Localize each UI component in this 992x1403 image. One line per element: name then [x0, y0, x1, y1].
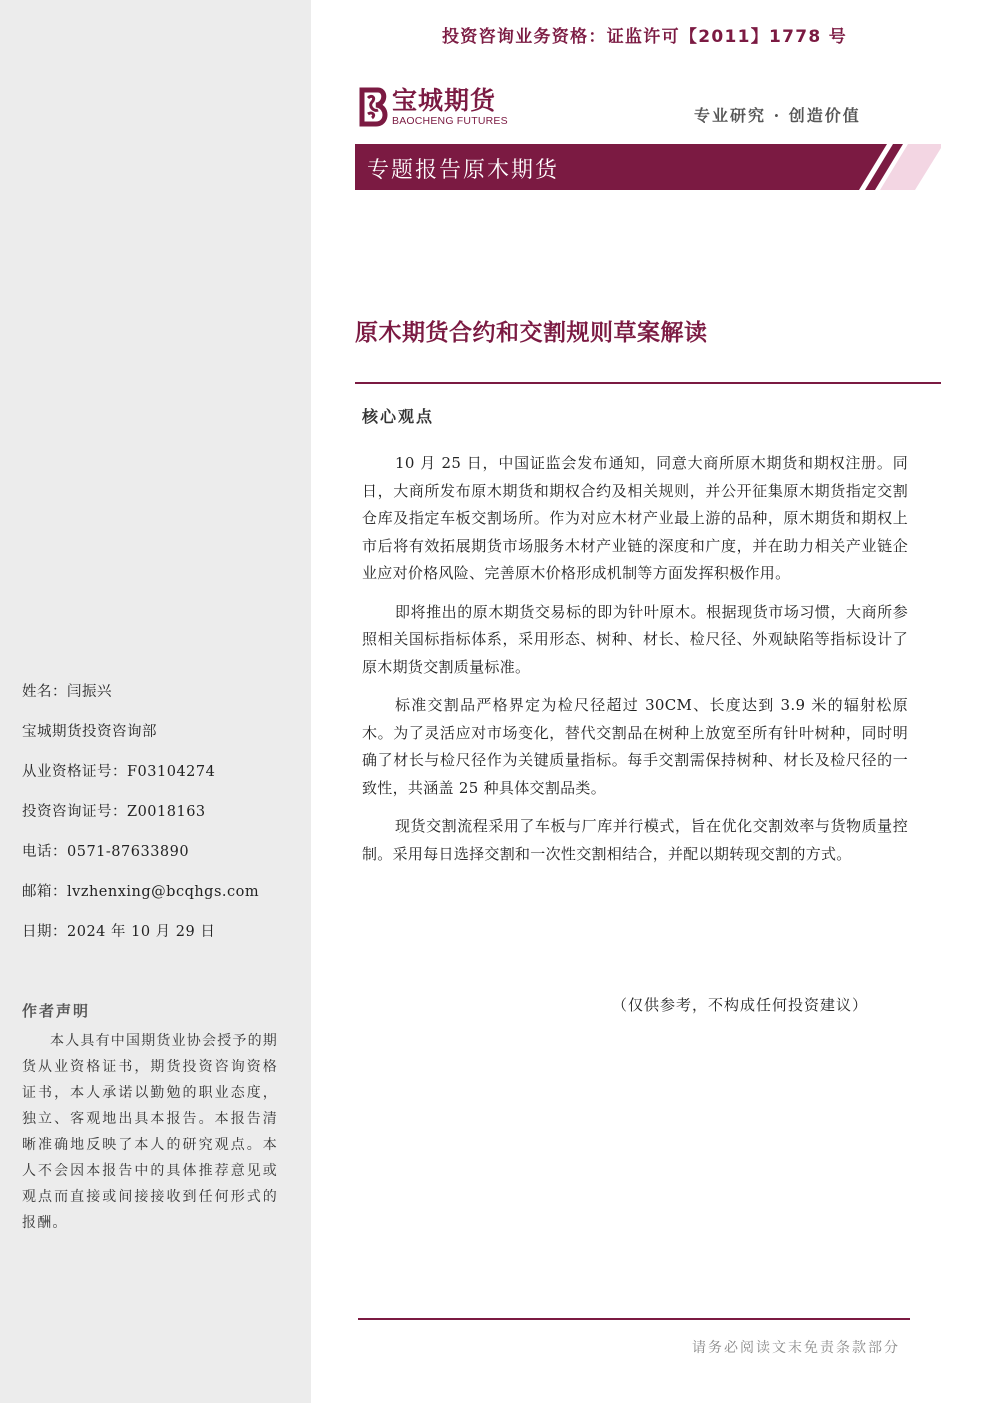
core-viewpoint-body: [362, 450, 908, 879]
report-type-banner: [355, 144, 941, 190]
advisory-certificate: 投资咨询证号：Z0018163: [22, 804, 206, 820]
paragraph: 标准交割品严格界定为检尺径超过 30CM、长度达到 3.9 米的辐射松原木。为了灵活应对市场变化，替代交割品在树种上放宽至所有针叶树种，同时明确了材长与检尺径作为关键质量指标。每手交割需保持树种、材长及检尺径的一致性，共涵盖 25 种具体交割品类。: [362, 696, 908, 797]
paragraph: 现货交割流程采用了车板与厂库并行模式，旨在优化交割效率与货物质量控制。采用每日选择交割和一次性交割相结合，并配以期转现交割的方式。: [362, 817, 908, 863]
footer-divider: [358, 1318, 910, 1320]
title-divider: [355, 382, 941, 384]
analyst-email[interactable]: 邮箱：lvzhenxing@bcqhgs.com: [22, 884, 260, 900]
analyst-phone: 电话：0571-87633890: [22, 844, 190, 860]
document-title: 原木期货合约和交割规则草案解读: [355, 320, 708, 346]
company-logo: [356, 84, 508, 130]
disclaimer: （仅供参考，不构成任何投资建议）: [612, 996, 869, 1014]
analyst-department: 宝城期货投资咨询部: [22, 724, 157, 740]
author-declaration-title: 作者声明: [22, 1002, 91, 1020]
analyst-name: 姓名：闫振兴: [22, 684, 112, 700]
paragraph: 10 月 25 日，中国证监会发布通知，同意大商所原木期货和期权注册。同日，大商所发布原木期货和期权合约及相关规则，并公开征集原木期货指定交割仓库及指定车板交割场所。作为对应木材产业最上游的品种，原木期货和期权上市后将有效拓展期货市场服务木材产业链的深度和广度，并在助力相关产业链企业应对价格风险、完善原木价格形成机制等方面发挥积极作用。: [362, 454, 908, 582]
qualification-notice: 投资咨询业务资格：证监许可【2011】1778 号: [442, 27, 848, 47]
report-date: 日期：2024 年 10 月 29 日: [22, 924, 216, 940]
core-viewpoint-heading: 核心观点: [362, 407, 435, 426]
logo-en-text: BAOCHENG FUTURES: [392, 114, 508, 127]
banner-title: 专题报告原木期货: [367, 158, 560, 183]
slogan: 专业研究 · 创造价值: [694, 106, 861, 125]
practice-certificate: 从业资格证号：F03104274: [22, 764, 216, 780]
analyst-info: [22, 682, 302, 962]
footer-note: 请务必阅读文末免责条款部分: [692, 1340, 900, 1356]
author-declaration-body: 本人具有中国期货业协会授予的期货从业资格证书，期货投资咨询资格证书，本人承诺以勤勉的职业态度，独立、客观地出具本报告。本报告清晰准确地反映了本人的研究观点。本人不会因本报告中的具体推荐意见或观点而直接或间接接收到任何形式的报酬。: [22, 1033, 278, 1231]
logo-cn-text: 宝城期货: [392, 85, 497, 115]
paragraph: 即将推出的原木期货交易标的即为针叶原木。根据现货市场习惯，大商所参照相关国标指标体系，采用形态、树种、材长、检尺径、外观缺陷等指标设计了原木期货交割质量标准。: [362, 602, 908, 676]
logo-mark-icon: [356, 84, 390, 130]
